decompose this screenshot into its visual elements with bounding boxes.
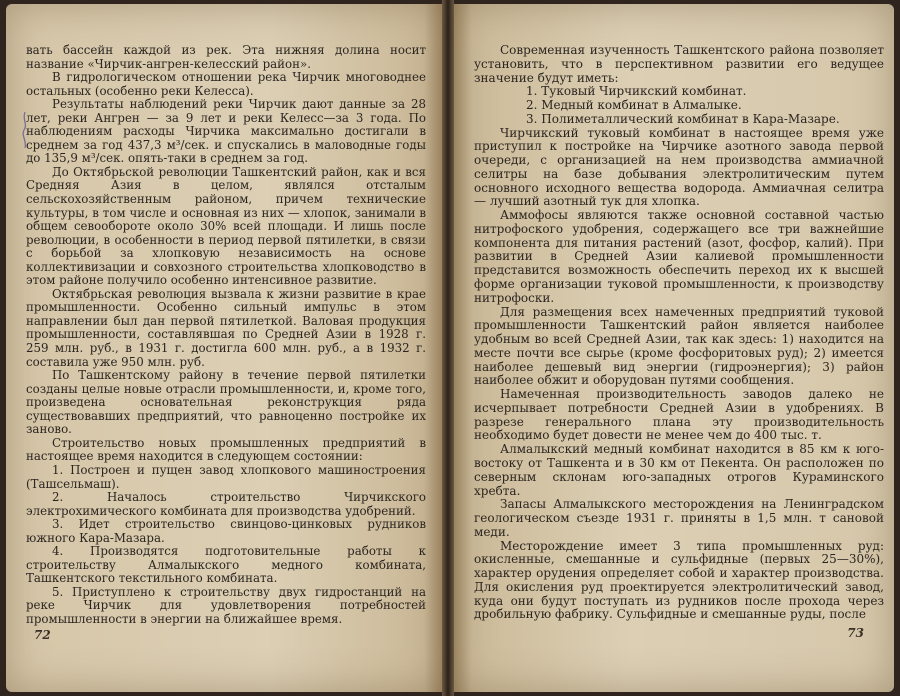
paragraph: вать бассейн каждой из рек. Эта нижняя долина носит название «Чирчик-ангрен-келесский район». bbox=[26, 43, 426, 71]
paragraph: Месторождение имеет 3 типа промышленных руд: окисленные, смешанные и сульфидные (первых 25—30%), характер орудения определяет собой и характер производства. Для окисления руд проектируется электролитический завод, куда они будут поступать из рудников после прохода через дробильную фабрику. Сульфидные и смешанные руды, после bbox=[474, 538, 884, 622]
list-item: 3. Полиметаллический комбинат в Кара-Мазаре. bbox=[526, 111, 840, 126]
paragraph: Алмалыкский медный комбинат находится в 85 км к юго-востоку от Ташкента и в 30 км от Пекента. Он расположен по северным склонам юго-западных отрогов Кураминского хребта. bbox=[474, 442, 884, 498]
paragraph: Аммофосы являются также основной составной частью нитрофоского удобрения, содержащего все три важнейшие компонента для питания растений (азот, фосфор, калий). При развитии в Средней Азии калиевой промышленности представится возможность обеспечить переход их к высшей форме организации туковой промышленности, к производству нитрофоски. bbox=[474, 208, 884, 305]
paragraph: Современная изученность Ташкентского района позволяет установить, что в перспективном развитии его ведущее значение будут иметь: bbox=[474, 43, 884, 85]
list-item: 2. Медный комбинат в Алмалыке. bbox=[526, 98, 742, 113]
paragraph: Запасы Алмалыкского месторождения на Ленинградском геологическом съезде 1931 г. приняты в 1,5 млн. т сановой меди. bbox=[474, 497, 884, 539]
page-number: 72 bbox=[34, 628, 51, 642]
paragraph: Чирчикский туковый комбинат в настоящее время уже приступил к постройке на Чирчике азотного завода первой очереди, с организацией на нем производства аммиачной селитры на базе добывания электролитическим путем основного исходного вещества водорода. Аммиачная селитра — лучший азотный тук для хлопка. bbox=[474, 125, 884, 209]
paragraph: Результаты наблюдений реки Чирчик дают данные за 28 лет, реки Ангрен — за 9 лет и реки Келесс—за 3 года. По наблюдениям расходы Чирчика максимально достигали в среднем за год 437,3 м³/сек. и спускались в маловодные годы до 135,9 м³/сек. опять-таки в среднем за год. bbox=[26, 97, 426, 166]
list-item: 3. Идет строительство свинцово-цинковых рудников южного Кара-Мазара. bbox=[26, 517, 426, 545]
list-item: 1. Построен и пущен завод хлопкового машиностроения (Ташсельмаш). bbox=[26, 462, 426, 491]
paragraph: Октябрьская революция вызвала к жизни развитие в крае промышленности. Особенно сильный импульс в этом направлении был дан первой пятилеткой. Валовая продукция промышленности, составлявшая по Средней Азии в 1928 г. 259 млн. руб., в 1931 г. достигла 600 млн. руб., а в 1932 г. составила уже 950 млн. руб. bbox=[26, 286, 426, 369]
list-item: 5. Приступлено к строительству двух гидростанций на реке Чирчик для удовлетворения потребностей промышленности в энергии на ближайшее время. bbox=[26, 584, 426, 626]
paragraph: Для размещения всех намеченных предприятий туковой промышленности Ташкентский район является наиболее удобным во всей Средней Азии, так как здесь: 1) находится на месте почти все сырье (кроме фосфоритовых руд); 2) имеется наиболее дешевый вид энергии (гидроэнергия); 3) район наиболее обжит и оборудован путями сообщения. bbox=[474, 304, 884, 388]
list-item: 4. Производятся подготовительные работы к строительству Алмалыкского медного комбината, Ташкентского текстильного комбината. bbox=[26, 544, 426, 586]
paragraph: До Октябрьской революции Ташкентский район, как и вся Средняя Азия в целом, являлся отсталым сельскохозяйственным районом, причем технические культуры, в том числе и основная из них — хлопок, занимали в общем севообороте около 30% всей площади. И лишь после революции, в особенности в период первой пятилетки, в связи с борьбой за хлопковую независимость на основе коллективизации и совхозного строительства хлопководство в этом районе получило особенно интенсивное развитие. bbox=[26, 164, 426, 288]
right-page-text bbox=[474, 44, 884, 622]
paragraph: Намеченная производительность заводов далеко не исчерпывает потребности Средней Азии в удобрениях. В разрезе генерального плана эту производительность необходимо будет довести не менее чем до 400 тыс. т. bbox=[474, 387, 884, 443]
paragraph: По Ташкентскому району в течение первой пятилетки созданы целые новые отрасли промышленности, и, кроме того, произведена основательная реконструкция ряда существовавших предприятий, что равноценно постройке их заново. bbox=[26, 368, 426, 437]
left-page bbox=[6, 4, 442, 692]
page-number: 73 bbox=[847, 626, 864, 640]
left-page-text bbox=[26, 44, 426, 627]
right-page bbox=[454, 4, 894, 692]
paragraph: Строительство новых промышленных предприятий в настоящее время находится в следующем состоянии: bbox=[26, 435, 426, 464]
list-item: 1. Туковый Чирчикский комбинат. bbox=[526, 84, 747, 99]
book-gutter bbox=[442, 0, 454, 696]
list-item: 2. Началось строительство Чирчикского электрохимического комбината для производства удобрений. bbox=[26, 490, 426, 518]
paragraph: В гидрологическом отношении река Чирчик многоводнее остальных (особенно реки Келесса). bbox=[26, 70, 426, 98]
